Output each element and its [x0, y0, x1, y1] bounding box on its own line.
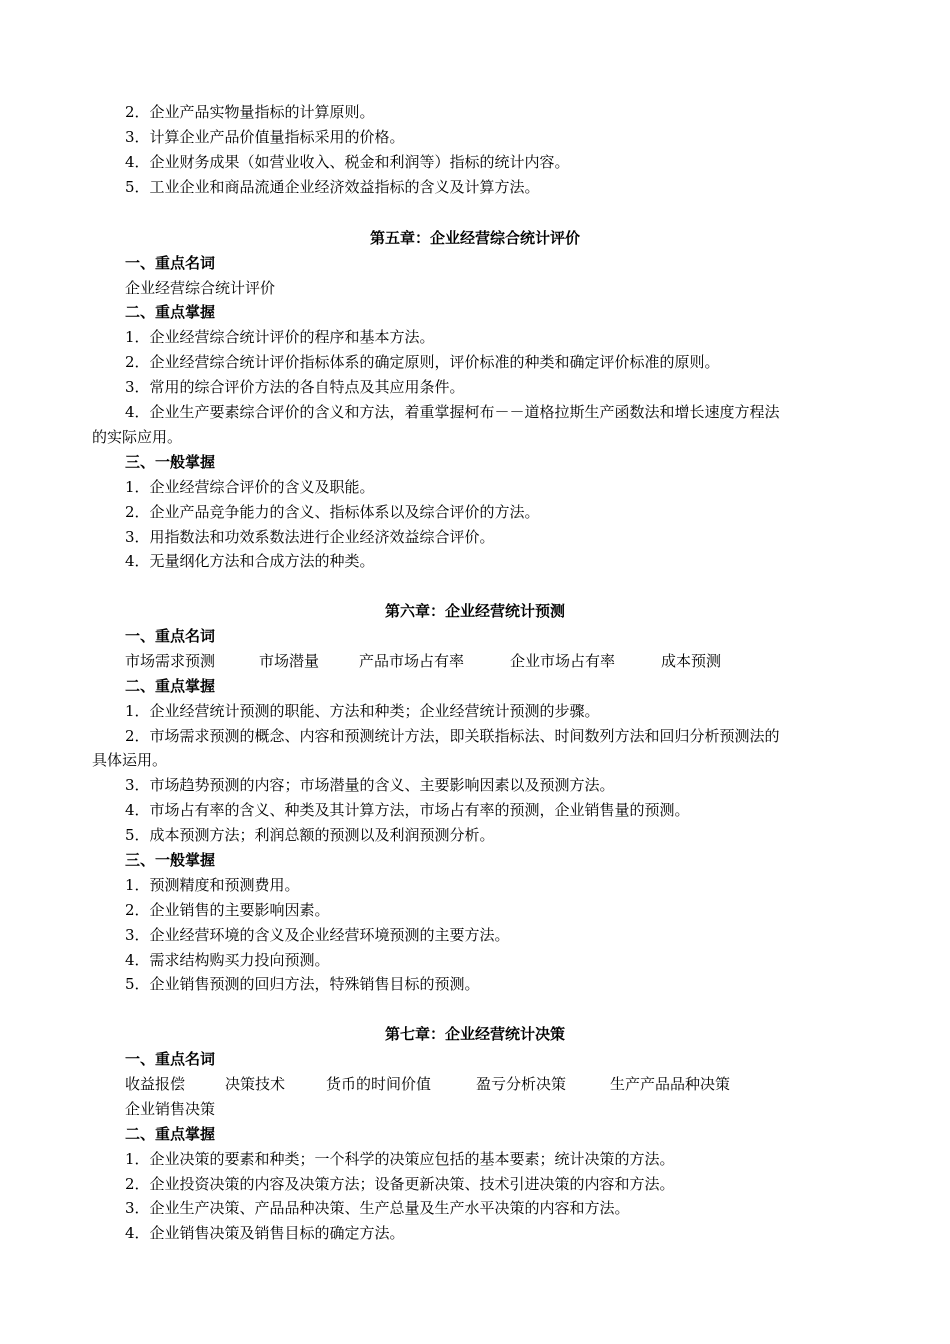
chapter-6-general-item: 2．企业销售的主要影响因素。 [125, 901, 330, 919]
chapter-6-heading-master: 二、重点掌握 [125, 677, 216, 695]
term: 决策技术 [225, 1075, 286, 1093]
chapter-5-general-item: 3．用指数法和功效系数法进行企业经济效益综合评价。 [125, 528, 495, 546]
chapter-5-master-item: 2．企业经营综合统计评价指标体系的确定原则，评价标准的种类和确定评价标准的原则。 [125, 353, 720, 371]
chapter-6-master-item-cont: 具体运用。 [92, 751, 168, 769]
chapter-6-general-item: 1．预测精度和预测费用。 [125, 876, 300, 894]
chapter-6-master-item: 2．市场需求预测的概念、内容和预测统计方法，即关联指标法、时间数列方法和回归分析预测法的 [125, 727, 780, 745]
term: 产品市场占有率 [359, 652, 465, 670]
chapter-7-heading-master: 二、重点掌握 [125, 1125, 216, 1143]
chapter-5-heading-general: 三、一般掌握 [125, 453, 216, 471]
term: 收益报偿 [125, 1075, 186, 1093]
chapter-5-general-item: 1．企业经营综合评价的含义及职能。 [125, 478, 375, 496]
chapter-6-master-item: 3．市场趋势预测的内容；市场潜量的含义、主要影响因素以及预测方法。 [125, 776, 615, 794]
chapter-5-title: 第五章：企业经营综合统计评价 [369, 229, 580, 247]
chapter-7-terms-line2: 企业销售决策 [125, 1100, 216, 1118]
chapter-5-heading-master: 二、重点掌握 [125, 303, 216, 321]
intro-item: 4．企业财务成果（如营业收入、税金和利润等）指标的统计内容。 [125, 153, 570, 171]
chapter-6-heading-general: 三、一般掌握 [125, 851, 216, 869]
term: 盈亏分析决策 [476, 1075, 567, 1093]
intro-item: 3．计算企业产品价值量指标采用的价格。 [125, 128, 405, 146]
term: 企业市场占有率 [510, 652, 616, 670]
chapter-7-master-item: 4．企业销售决策及销售目标的确定方法。 [125, 1224, 405, 1242]
chapter-5-terms: 企业经营综合统计评价 [125, 279, 276, 297]
term: 市场潜量 [259, 652, 320, 670]
chapter-6-title: 第六章：企业经营统计预测 [384, 602, 565, 620]
chapter-6-master-item: 1．企业经营统计预测的职能、方法和种类；企业经营统计预测的步骤。 [125, 702, 600, 720]
chapter-6-master-item: 4．市场占有率的含义、种类及其计算方法，市场占有率的预测，企业销售量的预测。 [125, 801, 690, 819]
chapter-5-master-item: 1．企业经营综合统计评价的程序和基本方法。 [125, 328, 435, 346]
chapter-5-general-item: 4．无量纲化方法和合成方法的种类。 [125, 552, 375, 570]
term: 成本预测 [661, 652, 722, 670]
chapter-7-master-item: 2．企业投资决策的内容及决策方法；设备更新决策、技术引进决策的内容和方法。 [125, 1175, 675, 1193]
term: 货币的时间价值 [326, 1075, 432, 1093]
term: 生产产品品种决策 [610, 1075, 731, 1093]
chapter-5-heading-terms: 一、重点名词 [125, 254, 216, 272]
chapter-6-general-item: 4．需求结构购买力投向预测。 [125, 951, 330, 969]
chapter-5-master-item-cont: 的实际应用。 [92, 428, 183, 446]
chapter-5-master-item: 4．企业生产要素综合评价的含义和方法，着重掌握柯布－－道格拉斯生产函数法和增长速度方程法 [125, 403, 780, 421]
chapter-6-general-item: 3．企业经营环境的含义及企业经营环境预测的主要方法。 [125, 926, 510, 944]
chapter-6-heading-terms: 一、重点名词 [125, 627, 216, 645]
chapter-5-general-item: 2．企业产品竞争能力的含义、指标体系以及综合评价的方法。 [125, 503, 540, 521]
chapter-7-master-item: 3．企业生产决策、产品品种决策、生产总量及生产水平决策的内容和方法。 [125, 1199, 630, 1217]
intro-item: 2．企业产品实物量指标的计算原则。 [125, 103, 375, 121]
intro-item: 5．工业企业和商品流通企业经济效益指标的含义及计算方法。 [125, 178, 540, 196]
chapter-5-master-item: 3．常用的综合评价方法的各自特点及其应用条件。 [125, 378, 465, 396]
chapter-6-master-item: 5．成本预测方法；利润总额的预测以及利润预测分析。 [125, 826, 495, 844]
chapter-6-general-item: 5．企业销售预测的回归方法，特殊销售目标的预测。 [125, 975, 480, 993]
chapter-7-title: 第七章：企业经营统计决策 [384, 1025, 565, 1043]
chapter-7-master-item: 1．企业决策的要素和种类；一个科学的决策应包括的基本要素；统计决策的方法。 [125, 1150, 675, 1168]
term: 市场需求预测 [125, 652, 216, 670]
chapter-7-heading-terms: 一、重点名词 [125, 1050, 216, 1068]
